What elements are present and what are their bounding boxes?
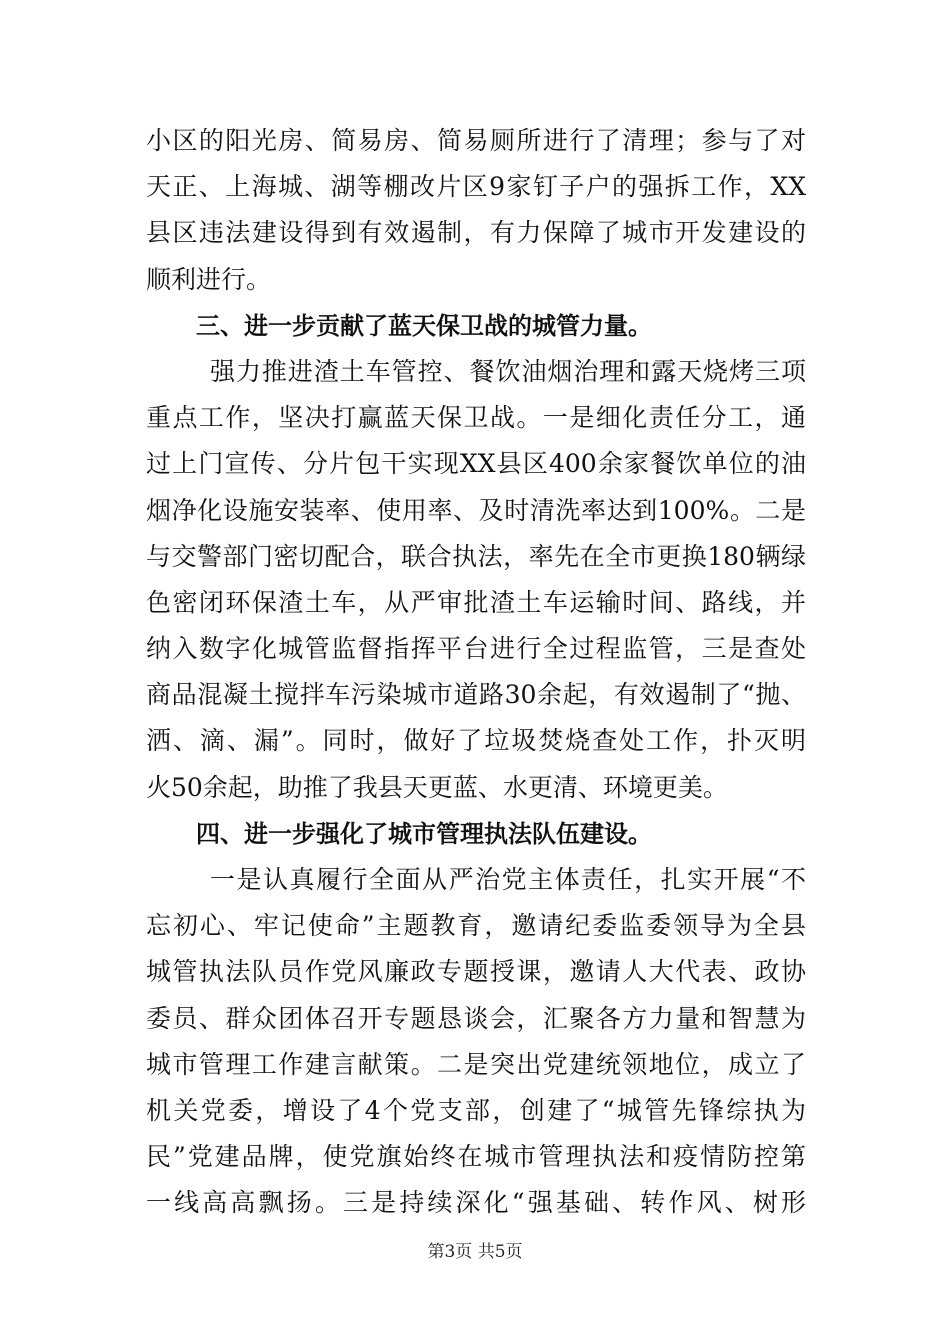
body-line: 过上门宣传、分片包干实现XX县区400余家餐饮单位的油 — [146, 449, 806, 479]
body-line: 委员、群众团体召开专题恳谈会，汇聚各方力量和智慧为 — [146, 1003, 806, 1033]
document-body — [146, 118, 806, 1227]
section-heading-3: 三、进一步贡献了蓝天保卫战的城管力量。 — [196, 311, 652, 340]
body-line: 色密闭环保渣土车，从严审批渣土车运输时间、路线，并 — [146, 587, 806, 617]
body-line: 忘初心、牢记使命”主题教育，邀请纪委监委领导为全县 — [146, 911, 806, 941]
body-line: 小区的阳光房、简易房、简易厕所进行了清理；参与了对 — [146, 126, 806, 155]
body-line: 顺利进行。 — [146, 264, 272, 294]
body-line: 烟净化设施安装率、使用率、及时清洗率达到100%。二是 — [146, 495, 806, 525]
body-line: 与交警部门密切配合，联合执法，率先在全市更换180辆绿 — [146, 541, 806, 571]
body-line: 重点工作，坚决打赢蓝天保卫战。一是细化责任分工，通 — [146, 403, 806, 433]
paragraph-first-line: 强力推进渣土车管控、餐饮油烟治理和露天烧烤三项 — [210, 356, 806, 386]
body-line: 纳入数字化城管监督指挥平台进行全过程监管，三是查处 — [146, 634, 806, 664]
page-number-footer: 第3页 共5页 — [427, 1242, 523, 1262]
body-line: 县区违法建设得到有效遏制，有力保障了城市开发建设的 — [146, 218, 806, 248]
body-line: 火50余起，助推了我县天更蓝、水更清、环境更美。 — [146, 772, 728, 802]
body-line: 城管执法队员作党风廉政专题授课，邀请人大代表、政协 — [146, 957, 806, 987]
paragraph-first-line: 一是认真履行全面从严治党主体责任，扎实开展“不 — [210, 865, 806, 894]
body-line: 天正、上海城、湖等棚改片区9家钉子户的强拆工作，XX — [146, 172, 806, 202]
body-line: 城市管理工作建言献策。二是突出党建统领地位，成立了 — [146, 1049, 806, 1079]
body-line: 民”党建品牌，使党旗始终在城市管理执法和疫情防控第 — [146, 1142, 806, 1172]
body-line: 机关党委，增设了4个党支部，创建了“城管先锋综执为 — [146, 1095, 806, 1125]
body-line: 一线高高飘扬。三是持续深化“强基础、转作风、树形 — [146, 1188, 806, 1218]
body-line: 商品混凝土搅拌车污染城市道路30余起，有效遏制了“抛、 — [146, 680, 806, 710]
body-line: 洒、滴、漏”。同时，做好了垃圾焚烧查处工作，扑灭明 — [146, 726, 806, 756]
section-heading-4: 四、进一步强化了城市管理执法队伍建设。 — [196, 819, 652, 848]
